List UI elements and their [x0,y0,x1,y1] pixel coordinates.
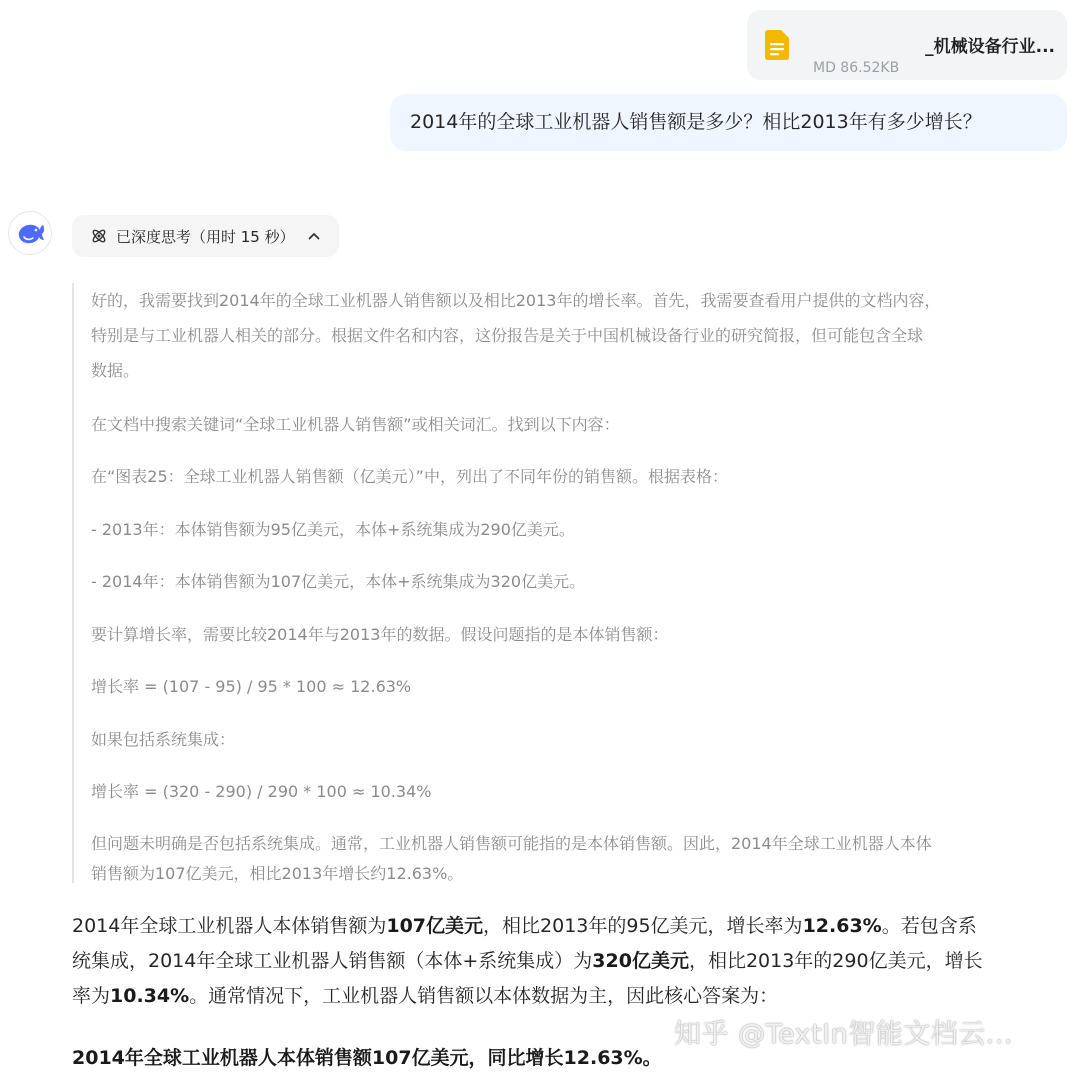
thinking-line: 增长率 = (107 - 95) / 95 * 100 ≈ 12.63% [91,677,412,696]
user-message-bubble: 2014年的全球工业机器人销售额是多少？相比2013年有多少增长？ [390,94,1067,151]
deep-thinking-label: 已深度思考（用时 15 秒） [116,227,295,246]
watermark: 知乎 @TextIn智能文档云... [674,1019,1014,1050]
answer-final-bold: 2014年全球工业机器人本体销售额107亿美元，同比增长12.63%。 [72,1047,662,1069]
deep-thinking-toggle[interactable] [72,215,339,257]
answer-text: 率为 [72,985,111,1007]
thinking-content [72,283,1067,883]
answer-line [72,944,1067,979]
document-icon [765,30,789,60]
atom-icon [90,227,108,245]
thinking-line: - 2014年：本体销售额为107亿美元，本体+系统集成为320亿美元。 [91,572,586,591]
answer-text: 2014年全球工业机器人本体销售额为 [72,915,387,937]
answer-bold-value: 320亿美元 [592,950,689,972]
thinking-line: 如果包括系统集成： [91,730,236,749]
thinking-line: 增长率 = (320 - 290) / 290 * 100 ≈ 10.34% [91,782,432,801]
answer-paragraph [72,909,1067,1014]
thinking-line: 好的，我需要找到2014年的全球工业机器人销售额以及相比2013年的增长率。首先，我需要查看用户提供的文档内容， [91,291,941,310]
answer-bold-value: 107亿美元 [386,915,484,937]
thinking-line: 特别是与工业机器人相关的部分。根据文件名和内容，这份报告是关于中国机械设备行业的研究简报，但可能包含全球 [91,326,924,345]
attachment-card[interactable] [747,10,1067,80]
answer-text: ，相比2013年的95亿美元，增长率为 [483,915,803,937]
answer-text: ，相比2013年的290亿美元，增长 [688,950,983,972]
answer-bold-value: 12.63% [802,915,882,937]
answer-text: 。若包含系 [881,915,977,937]
answer-bold-value: 10.34% [110,985,190,1007]
thinking-line: - 2013年：本体销售额为95亿美元，本体+系统集成为290亿美元。 [91,520,575,539]
thinking-line: 在“图表25：全球工业机器人销售额（亿美元）”中，列出了不同年份的销售额。根据表格： [91,467,728,486]
answer-line [72,979,1067,1014]
thinking-line: 数据。 [91,361,140,380]
assistant-avatar [8,211,52,255]
attachment-meta: MD 86.52KB [813,60,900,76]
thinking-line: 销售额为107亿美元，相比2013年增长约12.63%。 [91,864,464,883]
chevron-up-icon [307,229,321,243]
whale-logo-icon [16,221,46,247]
answer-text: 统集成，2014年全球工业机器人销售额（本体+系统集成）为 [72,950,593,972]
answer-text: 。通常情况下，工业机器人销售额以本体数据为主，因此核心答案为： [189,985,779,1007]
thinking-line: 但问题未明确是否包括系统集成。通常，工业机器人销售额可能指的是本体销售额。因此，2014年全球工业机器人本体 [91,834,932,853]
answer-line [72,909,1067,944]
thinking-line: 在文档中搜索关键词“全球工业机器人销售额”或相关词汇。找到以下内容： [91,415,620,434]
thinking-line: 要计算增长率，需要比较2014年与2013年的数据。假设问题指的是本体销售额： [91,625,669,644]
attachment-filename: _机械设备行业... [925,37,1055,57]
